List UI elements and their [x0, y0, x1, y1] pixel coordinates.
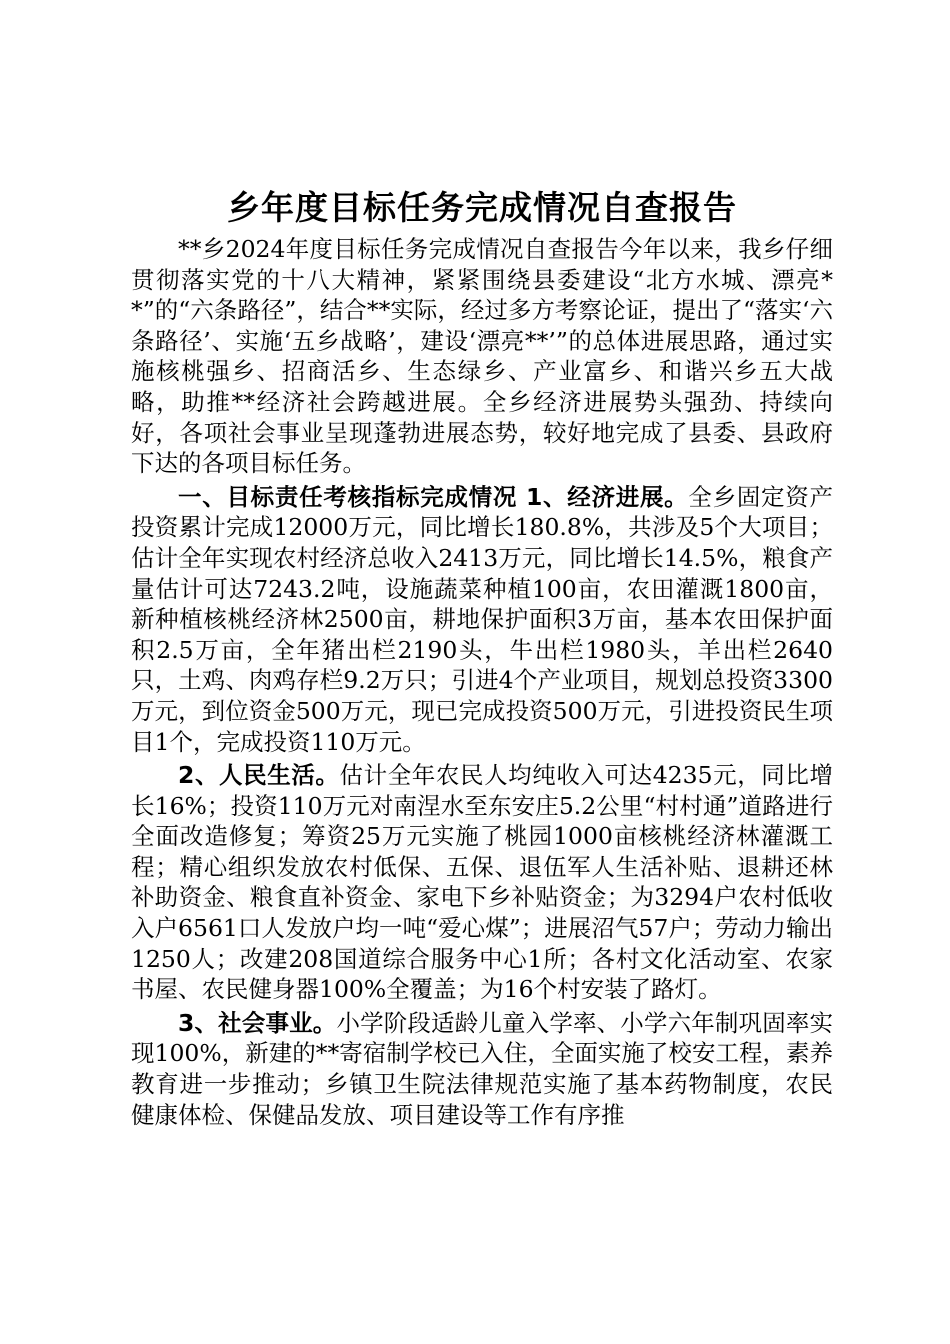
paragraph-lead: 2、人民生活。	[178, 761, 340, 790]
paragraph-text: **乡2024年度目标任务完成情况自查报告今年以来，我乡仔细贯彻落实党的十八大精神，紧紧围绕县委建设“北方水城、漂亮**”的“六条路径”，结合**实际，经过多方考察论证，提出了“落实‘六条路径’、实施‘五乡战略’，建设‘漂亮**’”的总体进展思路，通过实施核桃强乡、招商活乡、生态绿乡、产业富乡、和谐兴乡五大战略，助推**经济社会跨越进展。全乡经济进展势头强劲、持续向好，各项社会事业呈现蓬勃进展态势，较好地完成了县委、县政府下达的各项目标任务。	[131, 235, 833, 478]
paragraph-social	[131, 1008, 833, 1130]
paragraph-lead: 一、目标责任考核指标完成情况 1、经济进展。	[178, 482, 689, 511]
paragraph-livelihood	[131, 760, 833, 1005]
paragraph-text: 全乡固定资产投资累计完成12000万元，同比增长180.8%，共涉及5个大项目；估计全年实现农村经济总收入2413万元，同比增长14.5%，粮食产量估计可达7243.2吨，设施蔬菜种植100亩，农田灌溉1800亩，新种植核桃经济林2500亩，耕地保护面积3万亩，基本农田保护面积2.5万亩，全年猪出栏2190头，牛出栏1980头，羊出栏2640只，土鸡、肉鸡存栏9.2万只；引进4个产业项目，规划总投资3300万元，到位资金500万元，现已完成投资500万元，引进投资民生项目1个，完成投资110万元。	[131, 482, 833, 756]
paragraph-text: 估计全年农民人均纯收入可达4235元，同比增长16%；投资110万元对南涅水至东安庄5.2公里“村村通”道路进行全面改造修复；筹资25万元实施了桃园1000亩核桃经济林灌溉工程；精心组织发放农村低保、五保、退伍军人生活补贴、退耕还林补助资金、粮食直补资金、家电下乡补贴资金；为3294户农村低收入户6561口人发放户均一吨“爱心煤”；进展沼气57户；劳动力输出1250人；改建208国道综合服务中心1所；各村文化活动室、农家书屋、农民健身器100%全覆盖；为16个村安装了路灯。	[131, 761, 833, 1004]
paragraph-text: 小学阶段适龄儿童入学率、小学六年制巩固率实现100%，新建的**寄宿制学校已入住，全面实施了校安工程，素养教育进一步推动；乡镇卫生院法律规范实施了基本药物制度，农民健康体检、保健品发放、项目建设等工作有序推	[131, 1008, 834, 1129]
paragraph-intro	[131, 234, 833, 479]
paragraph-economy	[131, 482, 833, 757]
paragraph-lead: 3、社会事业。	[178, 1008, 337, 1037]
document-title: 乡年度目标任务完成情况自查报告	[227, 188, 737, 227]
document-page	[131, 186, 833, 1133]
